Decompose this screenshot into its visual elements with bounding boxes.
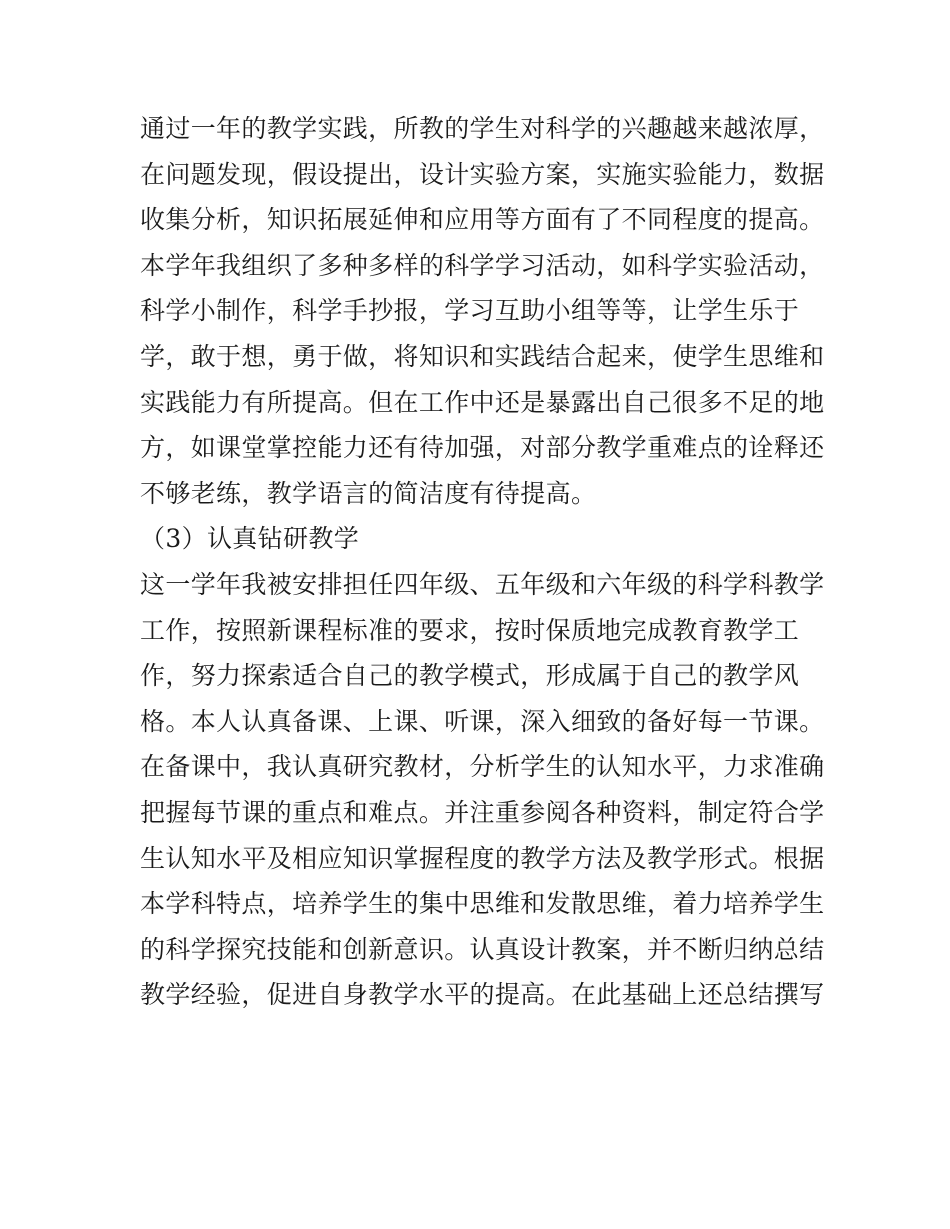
text-line: 不够老练，教学语言的简洁度有待提高。 xyxy=(140,478,597,508)
text-line: 把握每节课的重点和难点。并注重参阅各种资料，制定符合学 xyxy=(140,797,825,827)
text-line: 教学经验，促进自身教学水平的提高。在此基础上还总结撰写 xyxy=(140,980,825,1010)
text-line: 在问题发现，假设提出，设计实验方案，实施实验能力，数据 xyxy=(140,159,825,189)
text-line: 作，努力探索适合自己的教学模式，形成属于自己的教学风 xyxy=(140,661,800,691)
text-line: 格。本人认真备课、上课、听课，深入细致的备好每一节课。 xyxy=(140,706,825,736)
text-line: 通过一年的教学实践，所教的学生对科学的兴趣越来越浓厚， xyxy=(140,114,825,143)
text-line: 本学年我组织了多种多样的科学学习活动，如科学实验活动， xyxy=(140,250,825,280)
text-line: 这一学年我被安排担任四年级、五年级和六年级的科学科教学 xyxy=(140,569,825,599)
text-line: 科学小制作，科学手抄报，学习互助小组等等，让学生乐于 xyxy=(140,296,800,326)
text-line: 工作，按照新课程标准的要求，按时保质地完成教育教学工 xyxy=(140,615,800,645)
text-line: 的科学探究技能和创新意识。认真设计教案，并不断归纳总结 xyxy=(140,934,825,964)
text-line: 在备课中，我认真研究教材，分析学生的认知水平，力求准确 xyxy=(140,752,825,782)
text-line: 实践能力有所提高。但在工作中还是暴露出自己很多不足的地 xyxy=(140,387,825,417)
section-heading: （3）认真钻研教学 xyxy=(140,524,360,554)
text-line: 收集分析，知识拓展延伸和应用等方面有了不同程度的提高。 xyxy=(140,205,825,235)
text-line: 本学科特点，培养学生的集中思维和发散思维，着力培养学生 xyxy=(140,889,825,919)
text-line: 生认知水平及相应知识掌握程度的教学方法及教学形式。根据 xyxy=(140,843,825,873)
body-text xyxy=(140,106,830,1018)
text-line: 方，如课堂掌控能力还有待加强，对部分教学重难点的诠释还 xyxy=(140,433,825,463)
text-line: 学，敢于想，勇于做，将知识和实践结合起来，使学生思维和 xyxy=(140,341,825,371)
